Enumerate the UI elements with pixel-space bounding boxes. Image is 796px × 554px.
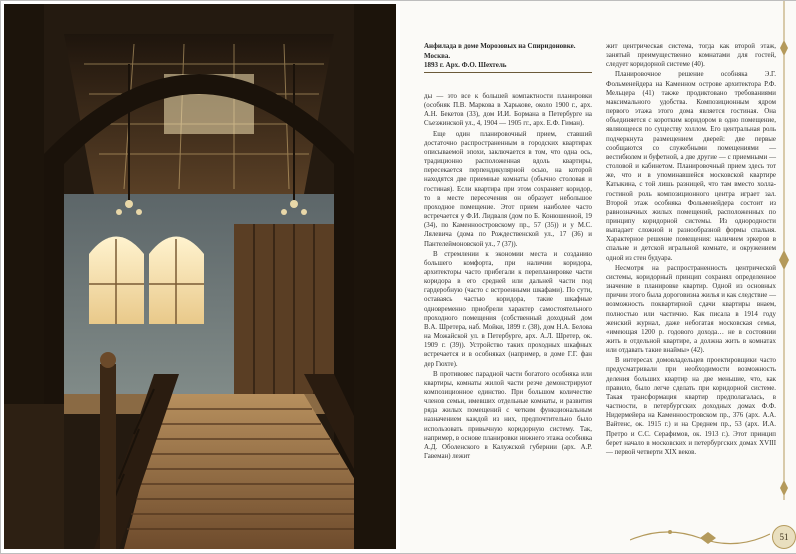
paragraph: жит центрическая система, тогда как второй этаж, занятый преимущественно комнатами для гостей, следует коридорной системе (40). bbox=[606, 43, 776, 69]
bottom-flourish-icon bbox=[630, 520, 770, 550]
paragraph: В интересах домовладельцев проектировщики часто предусматривали при необходимости возможность деления больших квартир на две меньшие, что, как правило, было легче сделать при коридорной системе. Такая трансформация квартир предполагалась, в частности, в петербургских доходных домах Ф.Ф. Нидермейера на Каменноостровском пр., 376 (арх. А.А. Вайтенс, ок. 1915 г.) и на Среднем пр., 53 (арх. И.А. Претро и С.С. Серафимов, ок. 1913 г.). Этот принцип берет начало в московских и петербургских домах XVIII — первой четверти XIX веков. bbox=[606, 357, 776, 456]
side-ornament-icon bbox=[774, 0, 794, 553]
caption-divider bbox=[424, 72, 592, 73]
paragraph: Несмотря на распространенность центрической системы, коридорный принцип сохранял определенное значение в планировке квартир. Одной из основных причин этого была дороговизна жилья и как следствие — возможность поквартирной сдачи квартиры внаем, полностью или частично. Как писала в 1914 году женский журнал, даже небогатая московская семья, «имеющая 1200 р. годового дохода… не в состоянии жить в отдельной квартире, а должна жить в комнатах или отдавать такие внаймы» (42). bbox=[606, 264, 776, 355]
paragraph: Еще один планировочный прием, ставший достаточно распространенным в городских квартирах описываемой эпохи, заключается в том, что одна ось, традиционно расположенная вдоль квартиры, пересекается перпендикулярной осью, на которой находятся две приемные комнаты (обычно столовая и гостиная). Если квартира при этом сохраняет коридор, то в месте пересечения он образует небольшое проходное помещение. Этот прием наиболее часто встречается у Ф.И. Лидваля (дом по Б. Конюшенной, 19 (34), по Каменноостровскому пр., 57 (35)) и у М.С. Лялевича (дома по Рождественской ул., 17 (36) и Пантелеймоновской ул., 7 (37)). bbox=[424, 130, 592, 248]
right-text-column bbox=[606, 42, 776, 458]
paragraph: Планировочное решение особняка Э.Г. Фольменейдера на Каменном острове архитектора Р.Ф. Мельцера (41) также продиктовано требованиями максимального удобства. Композиционным ядром первого этажа этого дома является гостиная. Она объединяется с коротким коридором в одно помещение, являющееся по существу холлом. Его центральная роль подчеркнута размещением дверей: две первые сообщаются со служебными помещениями — вестибюлем и буфетной, а две другие — с приемными — столовой и кабинетом. Планировочный прием здесь тот же, что и в упоминавшейся московской квартире Катыкина, с той лишь разницей, что там вместо холла-гостиной роль композиционного центра играет зал. Второй этаж особняка Фольменейдера состоит из равнозначных жилых помещений, расположенных по принципу коридорной системы. Из однородности выпадает сложной и разнообразной формы спальня. Характерное решение помещения: наличием эркеров в спальне и детской игральной комнате, и окружением одной из стен будуара. bbox=[606, 71, 776, 262]
paragraph: В стремлении к экономии места и созданию большего комфорта, при наличии коридора, архитекторы часто прибегали к перепланировке части коридора в его средней или дальней части под гардеробную (часто с встроенными шкафами). По сути, оставаясь частью коридора, такие шкафные одновременно приобрели характер самостоятельного проходного помещения (собственный доходный дом В.А. Шретера, наб. Мойки, 1899 г. (38), дом Н.А. Белова на Можайской ул. в Петербурге, арх. А.Л. Шретер, ок. 1909 г. (39)). Устройство таких проходных шкафных встречается и в особняках (например, в доме Г.Г. фан дер Гюхте). bbox=[424, 250, 592, 368]
staircase-illustration bbox=[4, 4, 396, 549]
paragraph: В противовес парадной части богатого особняка или квартиры, комнаты жилой части резче демонстрируют композиционное единство. При большом количестве членов семьи, имевших отдельные комнаты, и развития ряда жилых помещений с четким функциональным назначением каждой из них, предпочтительно было использовать привычную коридорную систему. Так, например, в основе планировки нижнего этажа особняка А.Д. Оболенского в Калужской губернии (арх. А.Р. Гавеман) лежит bbox=[424, 370, 592, 461]
page-number: 51 bbox=[772, 525, 796, 549]
photo-caption bbox=[424, 42, 592, 71]
left-text-column bbox=[424, 92, 592, 462]
interior-staircase-photo bbox=[4, 4, 396, 549]
text-page bbox=[400, 0, 796, 553]
caption-line-2: 1893 г. Арх. Ф.О. Шехтель bbox=[424, 61, 507, 69]
paragraph: ды — это все к большей компактности планировки (особняк П.В. Маркова в Харькове, около 1900 г., арх. А.Н. Бекетов (33), дом И.И. Бормана в Петербурге на Съезжинской ул., 4, 1904 — 1905 гг., арх. Е.Ф. Гиман). bbox=[424, 93, 592, 128]
caption-line-1: Анфилада в доме Морозовых на Спиридоновке. Москва. bbox=[424, 42, 576, 60]
